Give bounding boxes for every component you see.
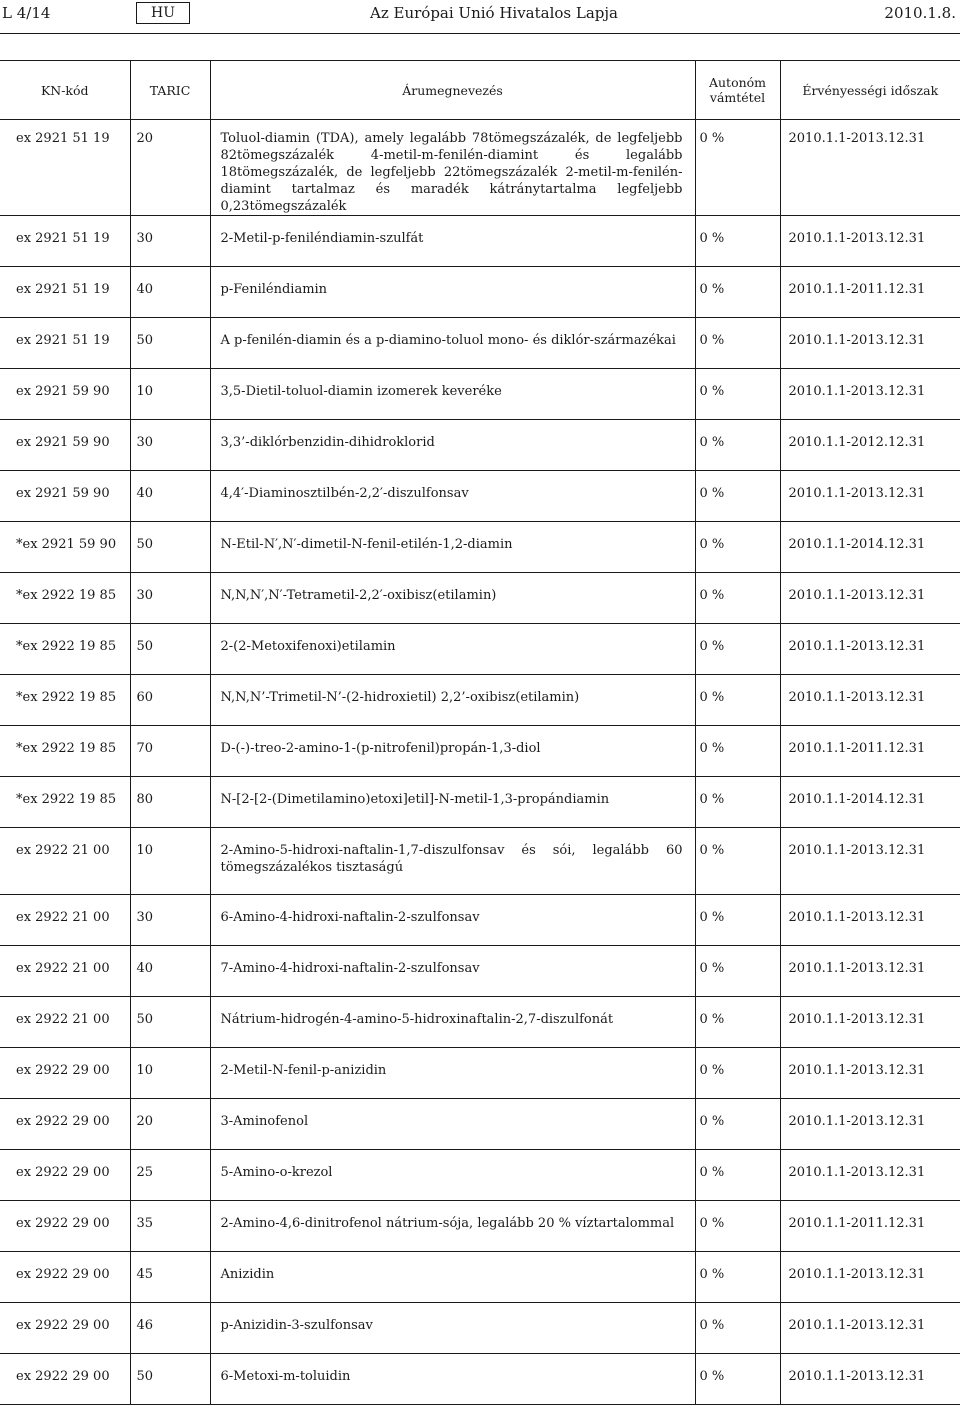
validity-period-cell: 2010.1.1-2012.12.31 xyxy=(780,420,960,471)
description-cell: Toluol-diamin (TDA), amely legalább 78tömegszázalék, de legfeljebb 82tömegszázalék 4-metil-m-fenilén-diamint és legalább 18tömegszázalék, de legfeljebb 22tömegszázalék 2-metil-m-fenilén-diamint tartalmaz és maradék kátránytartalma legfeljebb 0,23tömegszázalék xyxy=(210,120,695,216)
duty-rate-cell: 0 % xyxy=(695,895,780,946)
taric-code-cell: 10 xyxy=(130,1048,210,1099)
taric-code-cell: 50 xyxy=(130,624,210,675)
column-header-period: Érvényességi időszak xyxy=(780,61,960,120)
validity-period-cell: 2010.1.1-2013.12.31 xyxy=(780,895,960,946)
taric-code-cell: 46 xyxy=(130,1303,210,1354)
kn-code-cell: ex 2922 21 00 xyxy=(0,997,130,1048)
description-cell: 3,5-Dietil-toluol-diamin izomerek keveréke xyxy=(210,369,695,420)
description-cell: N-Etil-N′,N′-dimetil-N-fenil-etilén-1,2-diamin xyxy=(210,522,695,573)
duty-rate-cell: 0 % xyxy=(695,1303,780,1354)
kn-code-cell: ex 2922 29 00 xyxy=(0,1201,130,1252)
validity-period-cell: 2010.1.1-2014.12.31 xyxy=(780,777,960,828)
kn-code-cell: ex 2922 21 00 xyxy=(0,946,130,997)
table-row xyxy=(0,997,960,1048)
taric-code-cell: 40 xyxy=(130,946,210,997)
tariff-table xyxy=(0,60,960,1405)
table-row xyxy=(0,420,960,471)
validity-period-cell: 2010.1.1-2013.12.31 xyxy=(780,1303,960,1354)
taric-code-cell: 50 xyxy=(130,522,210,573)
taric-code-cell: 50 xyxy=(130,318,210,369)
description-cell: 6-Amino-4-hidroxi-naftalin-2-szulfonsav xyxy=(210,895,695,946)
table-body xyxy=(0,120,960,1405)
kn-code-cell: ex 2922 21 00 xyxy=(0,895,130,946)
description-cell: 7-Amino-4-hidroxi-naftalin-2-szulfonsav xyxy=(210,946,695,997)
validity-period-cell: 2010.1.1-2013.12.31 xyxy=(780,624,960,675)
validity-period-cell: 2010.1.1-2013.12.31 xyxy=(780,1099,960,1150)
taric-code-cell: 45 xyxy=(130,1252,210,1303)
validity-period-cell: 2010.1.1-2013.12.31 xyxy=(780,216,960,267)
header-rule xyxy=(0,33,960,34)
duty-rate-cell: 0 % xyxy=(695,1099,780,1150)
table-row xyxy=(0,1252,960,1303)
journal-title: Az Európai Unió Hivatalos Lapja xyxy=(370,4,618,22)
table-row xyxy=(0,369,960,420)
description-cell: 2-Metil-N-fenil-p-anizidin xyxy=(210,1048,695,1099)
validity-period-cell: 2010.1.1-2014.12.31 xyxy=(780,522,960,573)
kn-code-cell: ex 2921 51 19 xyxy=(0,267,130,318)
description-cell: 3,3’-diklórbenzidin-dihidroklorid xyxy=(210,420,695,471)
validity-period-cell: 2010.1.1-2013.12.31 xyxy=(780,946,960,997)
duty-rate-cell: 0 % xyxy=(695,1354,780,1405)
kn-code-cell: ex 2922 29 00 xyxy=(0,1303,130,1354)
duty-rate-cell: 0 % xyxy=(695,777,780,828)
duty-rate-cell: 0 % xyxy=(695,1150,780,1201)
kn-code-cell: *ex 2921 59 90 xyxy=(0,522,130,573)
taric-code-cell: 70 xyxy=(130,726,210,777)
description-cell: Nátrium-hidrogén-4-amino-5-hidroxinaftalin-2,7-diszulfonát xyxy=(210,997,695,1048)
validity-period-cell: 2010.1.1-2013.12.31 xyxy=(780,1048,960,1099)
kn-code-cell: *ex 2922 19 85 xyxy=(0,675,130,726)
table-row xyxy=(0,1099,960,1150)
validity-period-cell: 2010.1.1-2011.12.31 xyxy=(780,267,960,318)
kn-code-cell: ex 2921 51 19 xyxy=(0,318,130,369)
description-cell: 3-Aminofenol xyxy=(210,1099,695,1150)
description-cell: N,N,N’-Trimetil-N’-(2-hidroxietil) 2,2’-oxibisz(etilamin) xyxy=(210,675,695,726)
table-row xyxy=(0,267,960,318)
description-cell: Anizidin xyxy=(210,1252,695,1303)
validity-period-cell: 2010.1.1-2013.12.31 xyxy=(780,675,960,726)
taric-code-cell: 35 xyxy=(130,1201,210,1252)
kn-code-cell: *ex 2922 19 85 xyxy=(0,624,130,675)
column-header-description: Árumegnevezés xyxy=(210,61,695,120)
table-row xyxy=(0,318,960,369)
taric-code-cell: 10 xyxy=(130,828,210,895)
kn-code-cell: *ex 2922 19 85 xyxy=(0,777,130,828)
language-badge: HU xyxy=(136,2,190,24)
kn-code-cell: ex 2922 29 00 xyxy=(0,1252,130,1303)
description-cell: p-Feniléndiamin xyxy=(210,267,695,318)
table-row xyxy=(0,471,960,522)
page-number: L 4/14 xyxy=(2,4,51,22)
table-row xyxy=(0,777,960,828)
page-header xyxy=(0,0,960,30)
description-cell: p-Anizidin-3-szulfonsav xyxy=(210,1303,695,1354)
validity-period-cell: 2010.1.1-2011.12.31 xyxy=(780,726,960,777)
table-row xyxy=(0,1150,960,1201)
table-row xyxy=(0,895,960,946)
table-row xyxy=(0,573,960,624)
column-header-kn: KN-kód xyxy=(0,61,130,120)
table-row xyxy=(0,726,960,777)
duty-rate-cell: 0 % xyxy=(695,1048,780,1099)
kn-code-cell: ex 2922 21 00 xyxy=(0,828,130,895)
taric-code-cell: 50 xyxy=(130,997,210,1048)
validity-period-cell: 2010.1.1-2011.12.31 xyxy=(780,1201,960,1252)
kn-code-cell: ex 2922 29 00 xyxy=(0,1150,130,1201)
description-cell: 6-Metoxi-m-toluidin xyxy=(210,1354,695,1405)
table-row xyxy=(0,120,960,216)
duty-rate-cell: 0 % xyxy=(695,624,780,675)
taric-code-cell: 40 xyxy=(130,471,210,522)
table-row xyxy=(0,1354,960,1405)
validity-period-cell: 2010.1.1-2013.12.31 xyxy=(780,1354,960,1405)
taric-code-cell: 20 xyxy=(130,120,210,216)
description-cell: D-(-)-treo-2-amino-1-(p-nitrofenil)propán-1,3-diol xyxy=(210,726,695,777)
taric-code-cell: 20 xyxy=(130,1099,210,1150)
description-cell: 2-(2-Metoxifenoxi)etilamin xyxy=(210,624,695,675)
taric-code-cell: 50 xyxy=(130,1354,210,1405)
taric-code-cell: 25 xyxy=(130,1150,210,1201)
table-row xyxy=(0,624,960,675)
description-cell: N-[2-[2-(Dimetilamino)etoxi]etil]-N-metil-1,3-propándiamin xyxy=(210,777,695,828)
duty-rate-cell: 0 % xyxy=(695,471,780,522)
description-cell: 4,4′-Diaminosztilbén-2,2′-diszulfonsav xyxy=(210,471,695,522)
validity-period-cell: 2010.1.1-2013.12.31 xyxy=(780,828,960,895)
validity-period-cell: 2010.1.1-2013.12.31 xyxy=(780,369,960,420)
validity-period-cell: 2010.1.1-2013.12.31 xyxy=(780,120,960,216)
duty-rate-cell: 0 % xyxy=(695,267,780,318)
table-row xyxy=(0,675,960,726)
duty-rate-cell: 0 % xyxy=(695,522,780,573)
taric-code-cell: 30 xyxy=(130,573,210,624)
table-row xyxy=(0,1048,960,1099)
table-row xyxy=(0,522,960,573)
duty-rate-cell: 0 % xyxy=(695,997,780,1048)
publication-date: 2010.1.8. xyxy=(884,4,956,22)
description-cell: 5-Amino-o-krezol xyxy=(210,1150,695,1201)
description-cell: 2-Metil-p-feniléndiamin-szulfát xyxy=(210,216,695,267)
description-cell: 2-Amino-5-hidroxi-naftalin-1,7-diszulfonsav és sói, legalább 60 tömegszázalékos tisztaságú xyxy=(210,828,695,895)
validity-period-cell: 2010.1.1-2013.12.31 xyxy=(780,573,960,624)
column-header-taric: TARIC xyxy=(130,61,210,120)
taric-code-cell: 40 xyxy=(130,267,210,318)
duty-rate-cell: 0 % xyxy=(695,420,780,471)
column-header-rate: Autonóm vámtétel xyxy=(695,61,780,120)
validity-period-cell: 2010.1.1-2013.12.31 xyxy=(780,318,960,369)
table-header-row xyxy=(0,61,960,120)
taric-code-cell: 30 xyxy=(130,216,210,267)
taric-code-cell: 80 xyxy=(130,777,210,828)
taric-code-cell: 30 xyxy=(130,895,210,946)
duty-rate-cell: 0 % xyxy=(695,1201,780,1252)
description-cell: A p-fenilén-diamin és a p-diamino-toluol mono- és diklór-származékai xyxy=(210,318,695,369)
table-row xyxy=(0,1201,960,1252)
duty-rate-cell: 0 % xyxy=(695,120,780,216)
description-cell: 2-Amino-4,6-dinitrofenol nátrium-sója, legalább 20 % víztartalommal xyxy=(210,1201,695,1252)
validity-period-cell: 2010.1.1-2013.12.31 xyxy=(780,471,960,522)
validity-period-cell: 2010.1.1-2013.12.31 xyxy=(780,1252,960,1303)
kn-code-cell: ex 2922 29 00 xyxy=(0,1354,130,1405)
kn-code-cell: *ex 2922 19 85 xyxy=(0,573,130,624)
duty-rate-cell: 0 % xyxy=(695,573,780,624)
duty-rate-cell: 0 % xyxy=(695,1252,780,1303)
kn-code-cell: ex 2922 29 00 xyxy=(0,1048,130,1099)
table-row xyxy=(0,216,960,267)
kn-code-cell: ex 2921 59 90 xyxy=(0,369,130,420)
taric-code-cell: 30 xyxy=(130,420,210,471)
table-row xyxy=(0,946,960,997)
validity-period-cell: 2010.1.1-2013.12.31 xyxy=(780,1150,960,1201)
validity-period-cell: 2010.1.1-2013.12.31 xyxy=(780,997,960,1048)
duty-rate-cell: 0 % xyxy=(695,369,780,420)
tariff-table-container xyxy=(0,60,960,1405)
duty-rate-cell: 0 % xyxy=(695,828,780,895)
taric-code-cell: 60 xyxy=(130,675,210,726)
duty-rate-cell: 0 % xyxy=(695,726,780,777)
duty-rate-cell: 0 % xyxy=(695,318,780,369)
kn-code-cell: *ex 2922 19 85 xyxy=(0,726,130,777)
description-cell: N,N,N′,N′-Tetrametil-2,2′-oxibisz(etilamin) xyxy=(210,573,695,624)
duty-rate-cell: 0 % xyxy=(695,216,780,267)
kn-code-cell: ex 2921 51 19 xyxy=(0,120,130,216)
kn-code-cell: ex 2921 59 90 xyxy=(0,420,130,471)
kn-code-cell: ex 2922 29 00 xyxy=(0,1099,130,1150)
table-row xyxy=(0,828,960,895)
kn-code-cell: ex 2921 59 90 xyxy=(0,471,130,522)
duty-rate-cell: 0 % xyxy=(695,675,780,726)
duty-rate-cell: 0 % xyxy=(695,946,780,997)
taric-code-cell: 10 xyxy=(130,369,210,420)
kn-code-cell: ex 2921 51 19 xyxy=(0,216,130,267)
table-row xyxy=(0,1303,960,1354)
